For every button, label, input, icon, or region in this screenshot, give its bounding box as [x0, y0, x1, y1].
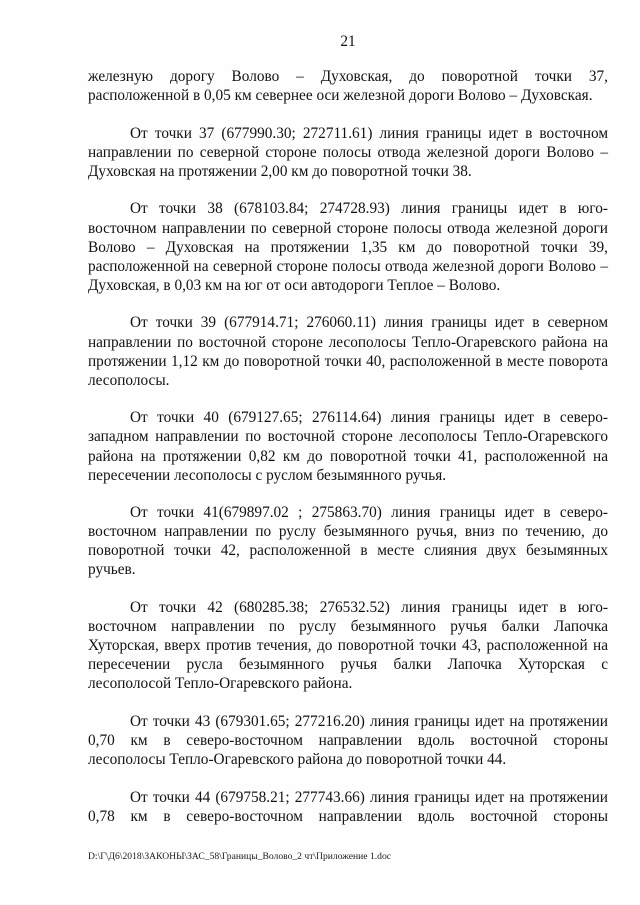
text-line: лесополосы. [88, 371, 170, 389]
text-line: От точки 44 (679758.21; 277743.66) линия границы идет на протяжении [130, 788, 608, 806]
text-line: От точки 41(679897.02 ; 275863.70) линия границы идет в северо- [130, 504, 608, 522]
text-line: железную дорогу Волово – Духовская, до поворотной точки 37, [88, 68, 608, 85]
text-line: От точки 39 (677914.71; 276060.11) линия границы идет в северном [130, 314, 608, 332]
paragraph-point-37 [88, 124, 608, 181]
text-line: западном направлении по восточной стороне лесополосы Тепло-Огаревского [88, 428, 608, 446]
text-line: Духовская на протяжении 2,00 км до поворотной точки 38. [88, 162, 472, 180]
paragraph-point-38 [88, 199, 608, 294]
text-line: От точки 37 (677990.30; 272711.61) линия границы идет в восточном [130, 124, 608, 142]
text-line: района на протяжении 0,82 км до поворотной точки 41, расположенной на [88, 447, 608, 465]
footer-file-path: D:\Г\Д6\2018\ЗАКОНЫ\ЗАС_58\Границы_Волово_2 чт\Приложение 1.doc [88, 851, 391, 862]
text-line: Волово – Духовская на протяжении 1,35 км до поворотной точки 39, [88, 238, 608, 256]
text-line: пересечении лесополосы с руслом безымянного ручья. [88, 466, 447, 484]
text-line: восточном направлении по северной стороне полосы отвода железной дороги [88, 219, 608, 237]
text-line: направлении по восточной стороне лесополосы Тепло-Огаревского района на [88, 333, 608, 351]
text-line: расположенной в 0,05 км севернее оси железной дороги Волово – Духовская. [88, 87, 593, 105]
text-line: протяжении 1,12 км до поворотной точки 40, расположенной в месте поворота [88, 352, 608, 370]
text-line: 0,70 км в северо-восточном направлении вдоль восточной стороны [88, 732, 608, 750]
text-line: лесополосой Тепло-Огаревского района. [88, 675, 353, 693]
paragraph-point-44 [88, 788, 608, 826]
paragraph-point-42 [88, 598, 608, 693]
text-line: пересечении русла безымянного ручья балки Лапочка Хуторская с [88, 656, 608, 674]
body-text [88, 67, 608, 826]
text-line: ручьев. [88, 561, 136, 579]
text-line: расположенной на северной стороне полосы отвода железной дороги Волово – [88, 257, 608, 275]
text-line: направлении по северной стороне полосы отвода железной дороги Волово – [88, 143, 608, 161]
text-line: Хуторская, вверх против течения, до поворотной точки 43, расположенной на [88, 637, 608, 655]
text-line: поворотной точки 42, расположенной в месте слияния двух безымянных [88, 542, 608, 560]
text-line: восточном направлении по руслу безымянного ручья балки Лапочка [88, 618, 608, 636]
paragraph-point-41 [88, 503, 608, 579]
paragraph-continuation [88, 67, 608, 105]
text-line: От точки 43 (679301.65; 277216.20) линия границы идет на протяжении [130, 713, 608, 731]
paragraph-point-43 [88, 712, 608, 769]
text-line: лесополосы Тепло-Огаревского района до поворотной точки 44. [88, 751, 507, 769]
paragraph-point-40 [88, 408, 608, 484]
text-line: От точки 38 (678103.84; 274728.93) линия границы идет в юго- [130, 200, 608, 218]
paragraph-point-39 [88, 313, 608, 389]
text-line: От точки 42 (680285.38; 276532.52) линия границы идет в юго- [130, 599, 608, 617]
page-number: 21 [340, 33, 356, 50]
text-line: 0,78 км в северо-восточном направлении вдоль восточной стороны [88, 807, 608, 825]
text-line: От точки 40 (679127.65; 276114.64) линия границы идет в северо- [130, 409, 608, 427]
text-line: восточном направлении по руслу безымянного ручья, вниз по течению, до [88, 523, 608, 541]
text-line: Духовская, в 0,03 км на юг от оси автодороги Теплое – Волово. [88, 276, 501, 294]
